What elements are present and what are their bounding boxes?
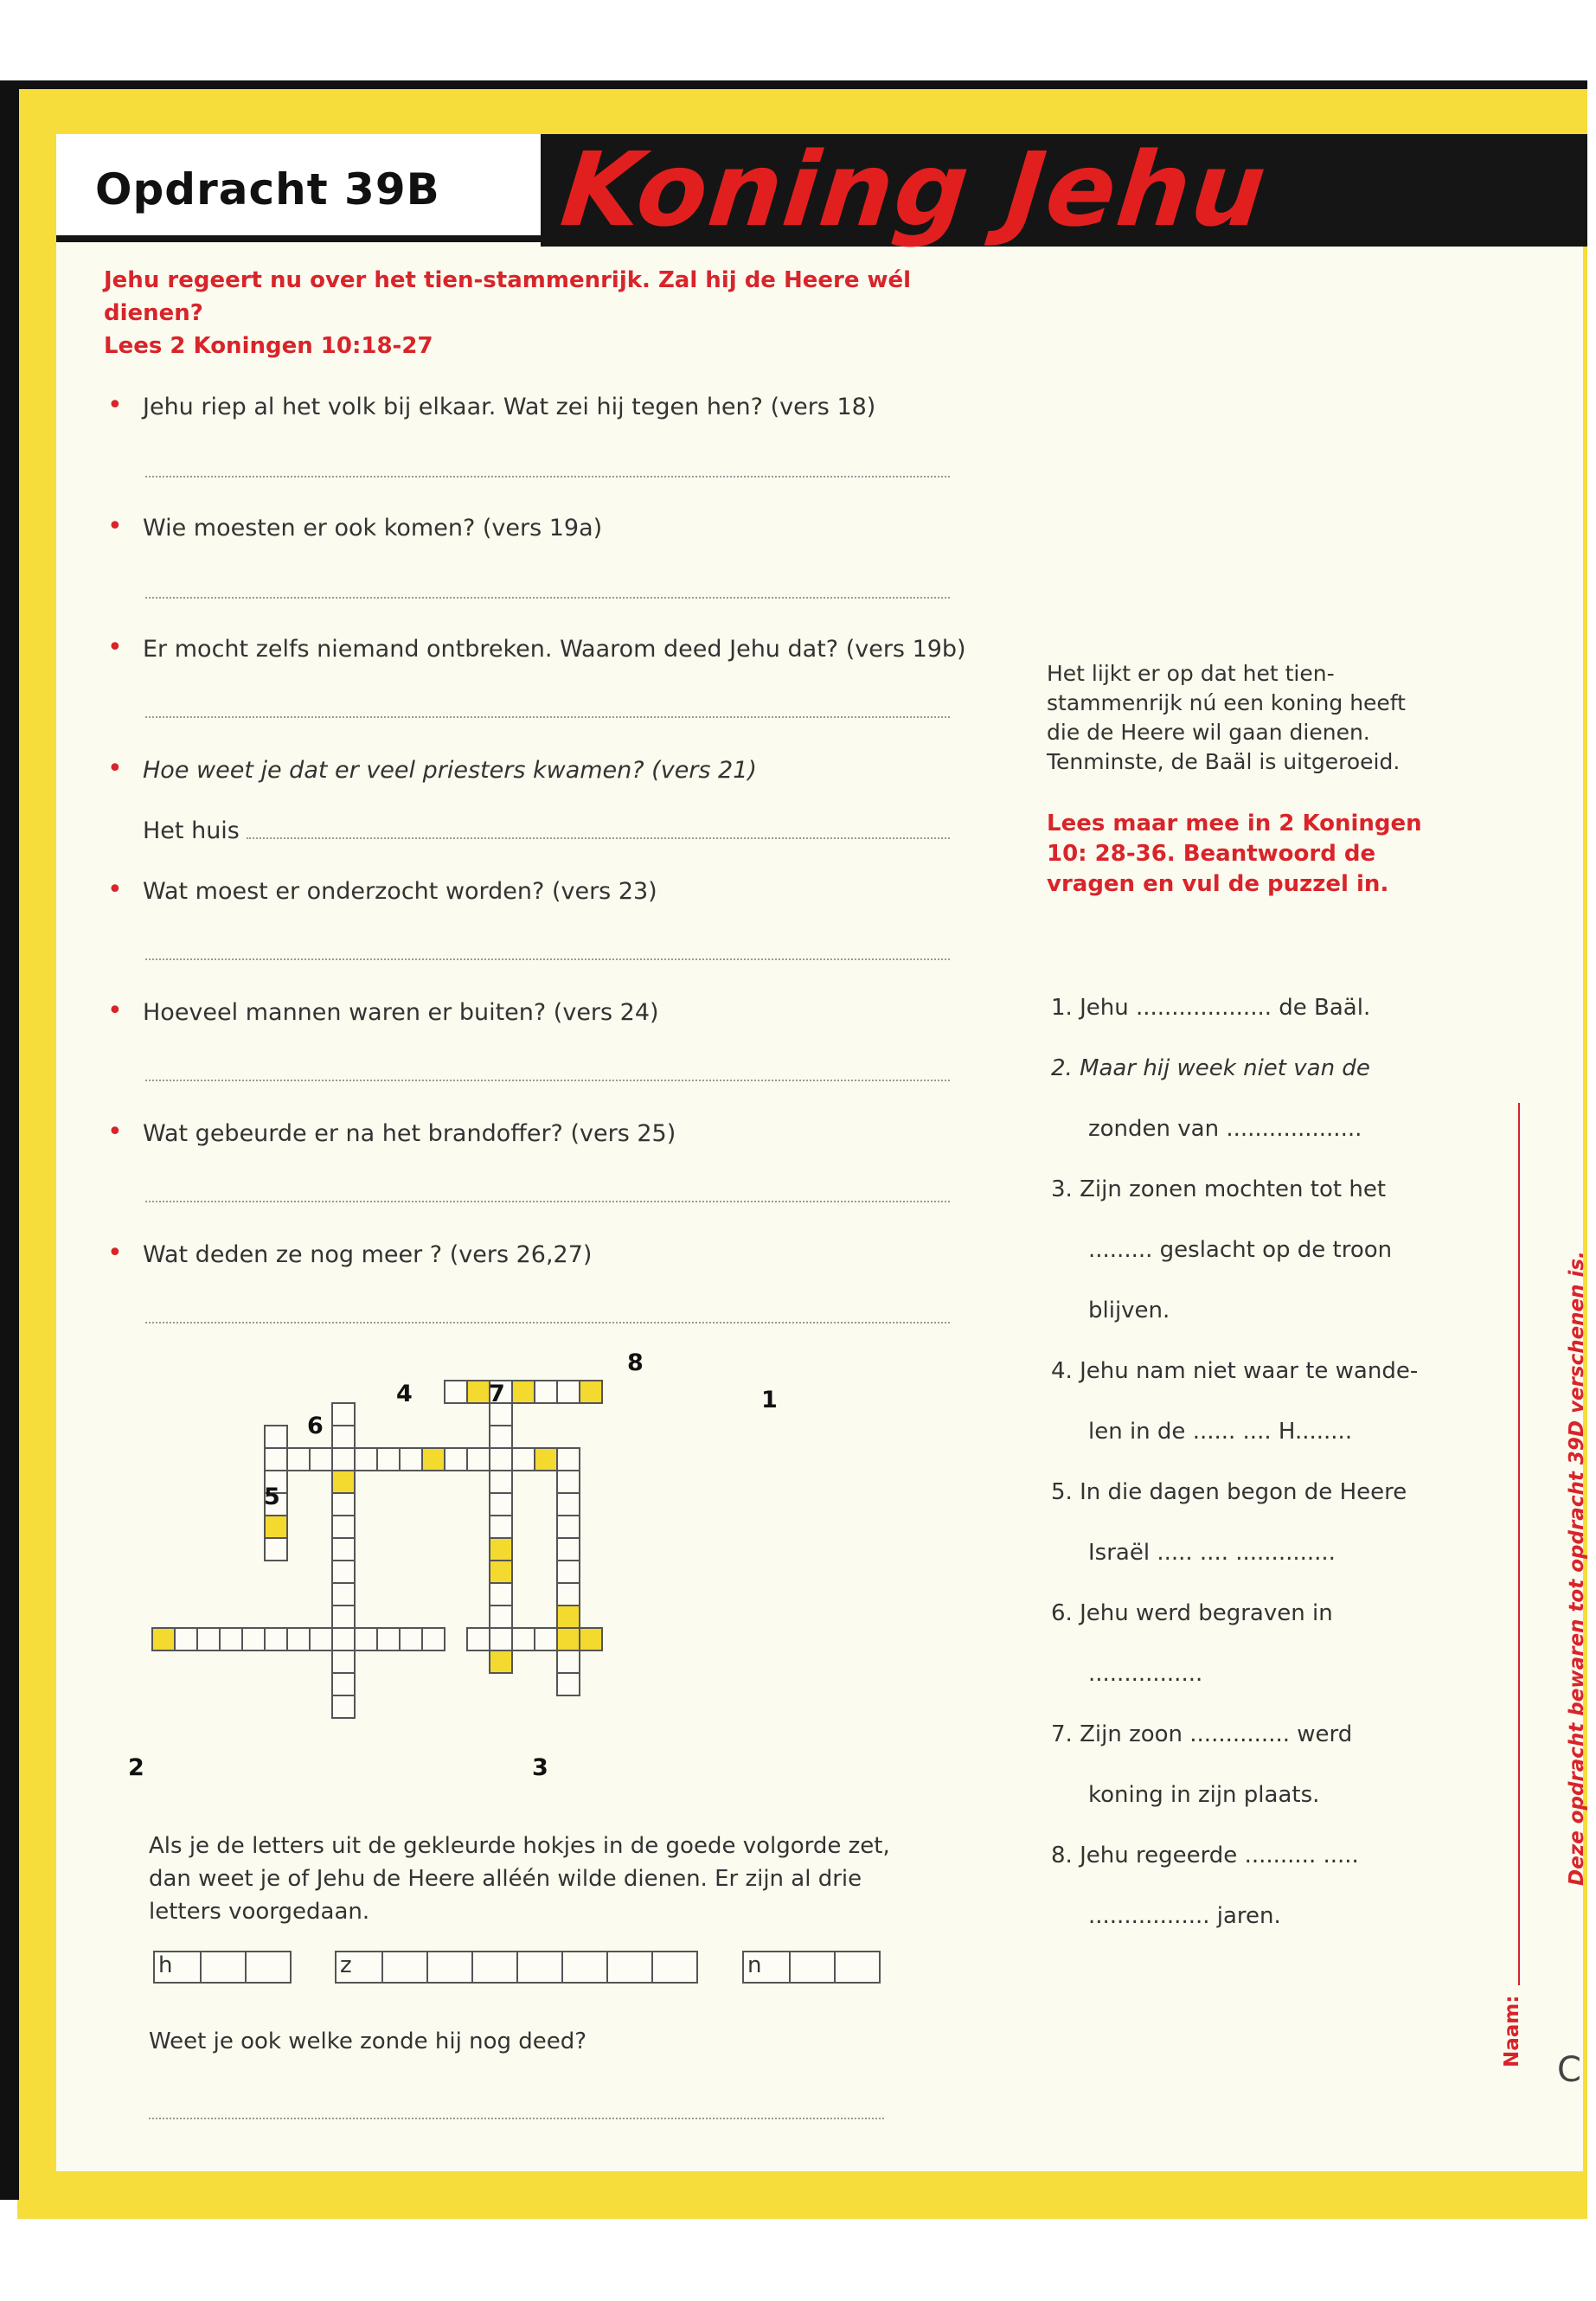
crossword-cell[interactable] [219,1627,243,1651]
answer-line-4[interactable] [247,837,950,839]
crossword-cell[interactable] [331,1627,356,1651]
answer-line-1[interactable] [145,476,950,478]
question-text: Jehu riep al het volk bij elkaar. Wat zei hij tegen hen? (vers 18) [143,394,876,420]
margin-note: Deze opdracht bewaren tot opdracht 39D verschenen is. [1566,1251,1588,1886]
crossword-cell[interactable] [556,1515,580,1539]
question-text: Hoe weet je dat er veel priesters kwamen? (vers 21) [143,757,757,784]
crossword-cell[interactable] [399,1627,423,1651]
crossword-cell[interactable] [534,1627,558,1651]
crossword-cell[interactable] [556,1672,580,1696]
crossword-cell[interactable] [331,1582,356,1606]
answer-line-5[interactable] [145,958,950,960]
sidebar-instruction: Lees maar mee in 2 Koningen 10: 28-36. Beantwoord de vragen en vul de puzzel in. [1047,811,1422,897]
name-line [1518,1103,1520,1985]
crossword-number-4: 4 [396,1381,413,1407]
crossword-cell[interactable] [354,1447,378,1471]
clue-4-line2: len in de ...... .... H........ [1088,1419,1353,1445]
crossword-cell[interactable] [489,1515,513,1539]
answer-line-8[interactable] [145,1322,950,1324]
question-text: Er mocht zelfs niemand ontbreken. Waarom deed Jehu dat? (vers 19b) [143,636,966,663]
crossword-cell[interactable] [489,1492,513,1516]
crossword-cell[interactable] [331,1695,356,1719]
question-text: Wat gebeurde er na het brandoffer? (vers 25) [143,1120,676,1147]
answer-prefix: Het huis [143,817,240,844]
crossword-cell[interactable] [331,1650,356,1674]
crossword-cell[interactable] [579,1380,603,1404]
crossword-cell[interactable] [556,1650,580,1674]
answer-line-3[interactable] [145,716,950,718]
crossword-cell[interactable] [331,1537,356,1561]
crossword-number-7: 7 [489,1381,505,1407]
clue-3-line2: ......... geslacht op de troon [1088,1237,1393,1263]
clue-3: 3. Zijn zonen mochten tot het [1051,1176,1387,1202]
crossword-cell[interactable] [331,1560,356,1584]
clue-3-line3: blijven. [1088,1298,1170,1324]
crossword-cell[interactable] [174,1627,198,1651]
bullet-icon: • [107,511,123,542]
page-title: Koning Jehu [555,130,1273,249]
crossword-number-1: 1 [761,1387,778,1413]
clue-6: 6. Jehu werd begraven in [1051,1600,1333,1626]
intro-question: Jehu regeert nu over het tien-stammenrijk. Zal hij de Heere wél dienen? [104,267,912,326]
given-letter: z [340,1952,352,1978]
crossword-cell[interactable] [534,1447,558,1471]
edge-mark: C [1557,2050,1581,2090]
crossword-cell[interactable] [556,1492,580,1516]
crossword-cell[interactable] [196,1627,221,1651]
crossword-number-2: 2 [128,1754,144,1781]
left-edge [0,80,19,2200]
crossword-number-3: 3 [532,1754,548,1781]
crossword-cell[interactable] [444,1380,468,1404]
crossword-cell[interactable] [331,1402,356,1426]
crossword-cell[interactable] [489,1605,513,1629]
crossword-cell[interactable] [421,1627,445,1651]
crossword-cell[interactable] [534,1380,558,1404]
given-letter: n [747,1952,762,1978]
crossword-cell[interactable] [331,1672,356,1696]
crossword-cell[interactable] [286,1627,311,1651]
answer-word-1[interactable] [153,1951,292,1984]
intro [104,264,969,362]
answer-line-6[interactable] [145,1080,950,1081]
crossword-number-8: 8 [627,1349,644,1376]
crossword-cell[interactable] [511,1380,535,1404]
crossword-cell[interactable] [489,1447,513,1471]
crossword-cell[interactable] [556,1582,580,1606]
answer-line-7[interactable] [145,1201,950,1202]
intro-reading: Lees 2 Koningen 10:18-27 [104,333,433,359]
clue-5-line2: Israël ..... .... .............. [1088,1540,1336,1566]
followup-question: Weet je ook welke zonde hij nog deed? [149,2029,587,2054]
crossword-cell[interactable] [556,1605,580,1629]
crossword-cell[interactable] [489,1425,513,1449]
crossword-cell[interactable] [264,1627,288,1651]
crossword-cell[interactable] [489,1582,513,1606]
crossword-cell[interactable] [556,1627,580,1651]
name-label: Naam: [1501,1995,1523,2067]
crossword-number-5: 5 [264,1484,280,1510]
answer-word-3[interactable] [742,1951,881,1984]
sidebar-text: Het lijkt er op dat het tien-stammenrijk nú een koning heeft die de Heere wil gaan dienen. Tenminste, de Baäl is uitgeroeid. [1047,661,1406,774]
bullet-icon: • [107,1238,123,1268]
crossword-cell[interactable] [151,1627,176,1651]
clue-7-line2: koning in zijn plaats. [1088,1782,1320,1808]
question-text: Hoeveel mannen waren er buiten? (vers 24) [143,999,659,1026]
question-text: Wat moest er onderzocht worden? (vers 23) [143,878,657,905]
crossword-cell[interactable] [489,1560,513,1584]
crossword-cell[interactable] [286,1447,311,1471]
crossword-cell[interactable] [489,1650,513,1674]
crossword-cell[interactable] [489,1470,513,1494]
crossword-number-6: 6 [307,1413,324,1439]
crossword-cell[interactable] [331,1605,356,1629]
clue-5: 5. In die dagen begon de Heere [1051,1479,1407,1505]
crossword-cell[interactable] [399,1447,423,1471]
crossword-cell[interactable] [556,1560,580,1584]
bullet-icon: • [107,996,123,1026]
crossword-cell[interactable] [376,1447,401,1471]
assignment-label: Opdracht 39B [95,164,440,215]
crossword-cell[interactable] [489,1537,513,1561]
bullet-icon: • [107,875,123,905]
clue-4: 4. Jehu nam niet waar te wande- [1051,1358,1419,1384]
crossword-cell[interactable] [466,1627,490,1651]
top-edge [17,80,1587,89]
question-text: Wie moesten er ook komen? (vers 19a) [143,515,603,542]
clue-6-line2: ................ [1088,1661,1203,1687]
crossword-cell[interactable] [264,1537,288,1561]
crossword-cell[interactable] [354,1627,378,1651]
crossword-cell[interactable] [309,1627,333,1651]
given-letter: h [158,1952,173,1978]
clue-7: 7. Zijn zoon .............. werd [1051,1721,1353,1747]
header-underline [56,235,541,242]
crossword-cell[interactable] [556,1380,580,1404]
crossword-cell[interactable] [331,1515,356,1539]
crossword-cell[interactable] [331,1425,356,1449]
bullet-icon: • [107,632,123,663]
crossword-cell[interactable] [444,1447,468,1471]
crossword-cell[interactable] [309,1447,333,1471]
crossword-cell[interactable] [466,1380,490,1404]
crossword-cell[interactable] [511,1447,535,1471]
crossword-cell[interactable] [264,1425,288,1449]
crossword-cell[interactable] [466,1447,490,1471]
crossword-cell[interactable] [511,1627,535,1651]
clue-8: 8. Jehu regeerde .......... ..... [1051,1843,1359,1868]
bullet-icon: • [107,753,123,784]
crossword-cell[interactable] [331,1470,356,1494]
answer-word-2[interactable] [335,1951,698,1984]
clue-1: 1. Jehu ................... de Baäl. [1051,995,1371,1021]
question-text: Wat deden ze nog meer ? (vers 26,27) [143,1241,593,1268]
answer-instruction: Als je de letters uit de gekleurde hokjes in de goede volgorde zet, dan weet je of Jehu de Heere alléén wilde dienen. Er zijn al drie letters voorgedaan. [149,1833,890,1925]
clue-8-line2: ................. jaren. [1088,1903,1281,1929]
crossword-cell[interactable] [556,1537,580,1561]
crossword-cell[interactable] [556,1447,580,1471]
crossword-cell[interactable] [556,1470,580,1494]
crossword-cell[interactable] [241,1627,266,1651]
crossword-cell[interactable] [421,1447,445,1471]
crossword-cell[interactable] [376,1627,401,1651]
crossword-cell[interactable] [331,1492,356,1516]
bullet-icon: • [107,1117,123,1147]
answer-line-2[interactable] [145,597,950,599]
clue-2-line2: zonden van ................... [1088,1116,1362,1142]
clue-2: 2. Maar hij week niet van de [1051,1055,1370,1081]
crossword-cell[interactable] [264,1515,288,1539]
bullet-icon: • [107,390,123,420]
crossword-cell[interactable] [331,1447,356,1471]
crossword-cell[interactable] [579,1627,603,1651]
followup-answer-line[interactable] [149,2118,884,2119]
crossword-cell[interactable] [264,1447,288,1471]
crossword-cell[interactable] [489,1627,513,1651]
